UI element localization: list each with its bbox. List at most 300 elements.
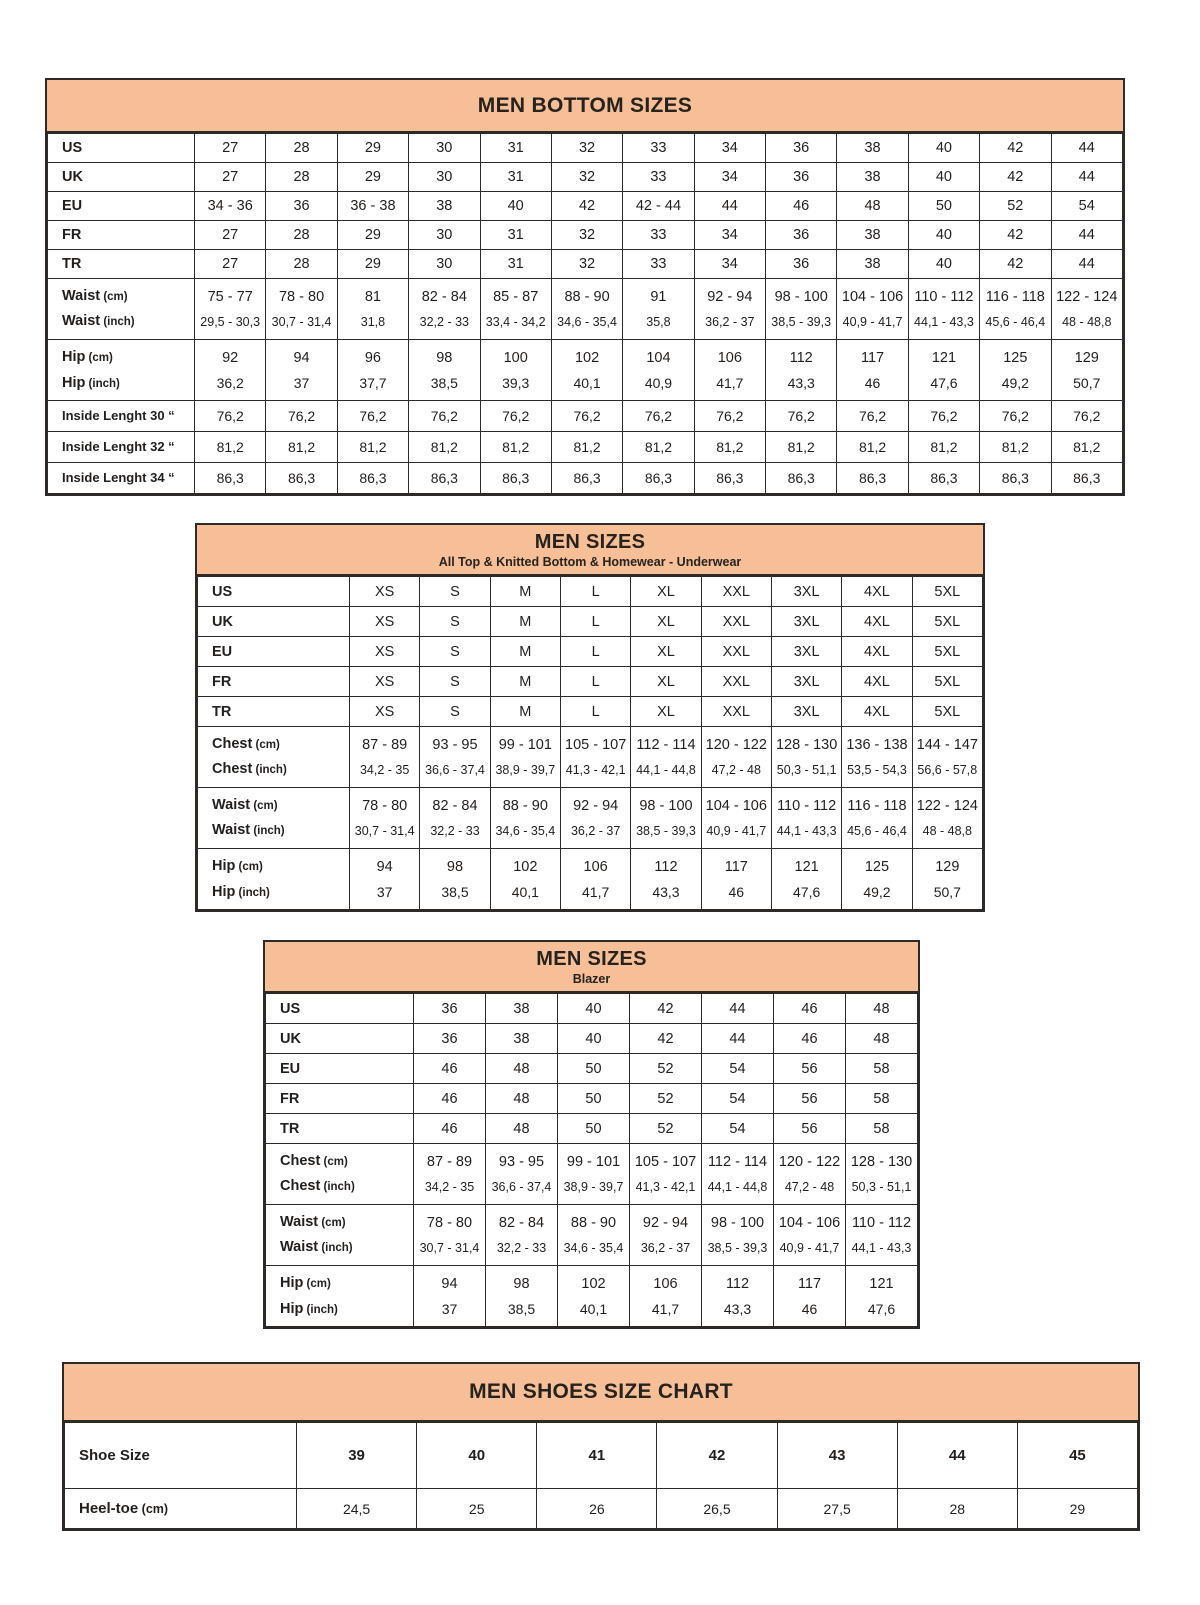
table-cell: 76,2: [266, 401, 337, 432]
table-cell: 76,2: [766, 401, 837, 432]
men-bottom-sizes-row-fr: [48, 221, 1123, 250]
men-bottom-sizes-row-inside-lenght-30: [48, 401, 1123, 432]
table-cell: 44: [702, 994, 774, 1024]
table-cell: 38: [486, 1024, 558, 1054]
table-cell: 54: [702, 1084, 774, 1114]
table-cell: 30: [409, 250, 480, 279]
table-cell: XS: [350, 607, 420, 637]
men-sizes-blazer-group-waist: [266, 1205, 918, 1266]
men-bottom-sizes-row-tr: [48, 250, 1123, 279]
table-cell: 78 - 80 30,7 - 31,4: [266, 279, 337, 340]
table-cell: 5XL: [912, 637, 982, 667]
table-header: [64, 1364, 1138, 1422]
table-cell: 41: [537, 1423, 657, 1489]
table-cell: 112 - 114 44,1 - 44,8: [702, 1144, 774, 1205]
table-cell: 30: [409, 134, 480, 163]
table-cell: 38: [837, 163, 908, 192]
table-cell: 40: [417, 1423, 537, 1489]
table-cell: 31: [480, 250, 551, 279]
table-subtitle: Blazer: [572, 971, 611, 986]
table-cell: 94 37: [350, 849, 420, 910]
table-cell: 32: [551, 163, 622, 192]
table-cell: 76,2: [908, 401, 979, 432]
men-bottom-sizes-row-us: [48, 134, 1123, 163]
table-cell: 48: [486, 1114, 558, 1144]
table-cell: 25: [417, 1489, 537, 1529]
table-cell: 92 - 94 36,2 - 37: [694, 279, 765, 340]
table-cell: 81,2: [694, 432, 765, 463]
table-cell: 58: [846, 1114, 918, 1144]
table-cell: 42: [630, 1024, 702, 1054]
men-sizes-blazer-group-hip: [266, 1266, 918, 1327]
table-cell: 3XL: [771, 607, 841, 637]
row-label: TR: [48, 250, 195, 279]
table-cell: 29: [337, 134, 408, 163]
row-label: Waist (cm) Waist (inch): [48, 279, 195, 340]
table-cell: 81,2: [551, 432, 622, 463]
table-cell: 120 - 122 47,2 - 48: [701, 727, 771, 788]
table-cell: 86,3: [551, 463, 622, 494]
men-sizes-blazer-table: [263, 940, 920, 1329]
table-cell: 76,2: [337, 401, 408, 432]
table-cell: 81,2: [480, 432, 551, 463]
table-cell: 125 49,2: [842, 849, 912, 910]
table-cell: 86,3: [623, 463, 694, 494]
table-cell: 102 40,1: [490, 849, 560, 910]
table-cell: L: [560, 667, 630, 697]
table-cell: 86,3: [908, 463, 979, 494]
table-cell: 43: [777, 1423, 897, 1489]
men-bottom-sizes-row-inside-lenght-34: [48, 463, 1123, 494]
table-cell: 112 43,3: [766, 340, 837, 401]
row-label: EU: [198, 637, 350, 667]
table-cell: 44: [694, 192, 765, 221]
table-cell: S: [420, 607, 490, 637]
table-cell: 82 - 84 32,2 - 33: [409, 279, 480, 340]
table-cell: 27: [195, 221, 266, 250]
table-cell: XXL: [701, 577, 771, 607]
table-cell: 46: [414, 1054, 486, 1084]
table-cell: 28: [266, 221, 337, 250]
table-header: [47, 80, 1123, 133]
table-cell: 32: [551, 250, 622, 279]
table-cell: 40: [908, 250, 979, 279]
table-title: MEN SIZES: [536, 947, 647, 970]
table-cell: 45: [1017, 1423, 1137, 1489]
men-shoes-size-chart-row-shoe-size: [65, 1423, 1138, 1489]
table-cell: M: [490, 637, 560, 667]
table-cell: 50: [558, 1054, 630, 1084]
men-bottom-sizes-table: [45, 78, 1125, 496]
row-label: TR: [198, 697, 350, 727]
table-cell: XL: [631, 577, 701, 607]
table-cell: 125 49,2: [980, 340, 1051, 401]
table-cell: 86,3: [337, 463, 408, 494]
table-cell: 86,3: [694, 463, 765, 494]
row-label: EU: [48, 192, 195, 221]
table-cell: 52: [630, 1114, 702, 1144]
table-cell: 44: [1051, 134, 1123, 163]
table-cell: 93 - 95 36,6 - 37,4: [486, 1144, 558, 1205]
table-cell: 81 31,8: [337, 279, 408, 340]
table-cell: 98 38,5: [420, 849, 490, 910]
table-cell: M: [490, 607, 560, 637]
table-cell: 3XL: [771, 667, 841, 697]
table-cell: 102 40,1: [551, 340, 622, 401]
table-cell: 26: [537, 1489, 657, 1529]
men-sizes-tops-row-fr: [198, 667, 983, 697]
table-cell: 36: [266, 192, 337, 221]
table-cell: 92 36,2: [195, 340, 266, 401]
table-cell: 112 43,3: [631, 849, 701, 910]
table-cell: 4XL: [842, 667, 912, 697]
table-cell: 33: [623, 163, 694, 192]
table-cell: 81,2: [980, 432, 1051, 463]
men-bottom-sizes-row-eu: [48, 192, 1123, 221]
table-cell: XL: [631, 697, 701, 727]
table-cell: 76,2: [409, 401, 480, 432]
table-cell: 40: [558, 994, 630, 1024]
table-cell: 86,3: [480, 463, 551, 494]
table-cell: 30: [409, 221, 480, 250]
table-cell: 36: [766, 221, 837, 250]
row-label: UK: [48, 163, 195, 192]
table-cell: 42 - 44: [623, 192, 694, 221]
table-cell: 96 37,7: [337, 340, 408, 401]
table-cell: 50: [558, 1084, 630, 1114]
table-cell: XL: [631, 607, 701, 637]
table-cell: 40: [558, 1024, 630, 1054]
table-cell: 106 41,7: [694, 340, 765, 401]
table-cell: 98 - 100 38,5 - 39,3: [702, 1205, 774, 1266]
table-cell: 44: [1051, 163, 1123, 192]
row-label: Inside Lenght 30 “: [48, 401, 195, 432]
table-cell: 86,3: [766, 463, 837, 494]
men-sizes-tops-grid: [197, 576, 983, 910]
table-cell: 76,2: [623, 401, 694, 432]
table-cell: 102 40,1: [558, 1266, 630, 1327]
table-cell: 56: [774, 1114, 846, 1144]
table-cell: 29: [337, 250, 408, 279]
table-cell: 86,3: [409, 463, 480, 494]
table-cell: 30: [409, 163, 480, 192]
table-cell: 58: [846, 1084, 918, 1114]
table-cell: 144 - 147 56,6 - 57,8: [912, 727, 982, 788]
table-cell: 128 - 130 50,3 - 51,1: [771, 727, 841, 788]
table-cell: S: [420, 667, 490, 697]
table-cell: 116 - 118 45,6 - 46,4: [980, 279, 1051, 340]
men-bottom-sizes-group-waist: [48, 279, 1123, 340]
table-cell: 78 - 80 30,7 - 31,4: [350, 788, 420, 849]
table-cell: 117 46: [701, 849, 771, 910]
table-cell: 81,2: [623, 432, 694, 463]
table-cell: 5XL: [912, 667, 982, 697]
table-cell: 88 - 90 34,6 - 35,4: [558, 1205, 630, 1266]
men-shoes-size-chart-row-heel-toe: [65, 1489, 1138, 1529]
table-cell: 54: [702, 1054, 774, 1084]
table-cell: M: [490, 697, 560, 727]
table-cell: 40: [908, 221, 979, 250]
table-cell: 34: [694, 221, 765, 250]
table-cell: 81,2: [1051, 432, 1123, 463]
table-cell: 110 - 112 44,1 - 43,3: [846, 1205, 918, 1266]
table-cell: 31: [480, 163, 551, 192]
table-cell: 104 40,9: [623, 340, 694, 401]
men-bottom-sizes-row-uk: [48, 163, 1123, 192]
men-sizes-tops-row-us: [198, 577, 983, 607]
table-cell: 122 - 124 48 - 48,8: [1051, 279, 1123, 340]
table-cell: 24,5: [297, 1489, 417, 1529]
table-cell: 76,2: [694, 401, 765, 432]
table-cell: 100 39,3: [480, 340, 551, 401]
table-cell: 48: [846, 994, 918, 1024]
table-cell: 92 - 94 36,2 - 37: [630, 1205, 702, 1266]
table-cell: 86,3: [980, 463, 1051, 494]
men-sizes-blazer-group-chest: [266, 1144, 918, 1205]
table-cell: 36 - 38: [337, 192, 408, 221]
table-cell: S: [420, 697, 490, 727]
men-sizes-tops-group-hip: [198, 849, 983, 910]
row-label: US: [198, 577, 350, 607]
row-label: Shoe Size: [65, 1423, 297, 1489]
table-cell: 105 - 107 41,3 - 42,1: [560, 727, 630, 788]
table-cell: 42: [980, 250, 1051, 279]
table-cell: 122 - 124 48 - 48,8: [912, 788, 982, 849]
table-cell: 87 - 89 34,2 - 35: [414, 1144, 486, 1205]
men-sizes-blazer-row-eu: [266, 1054, 918, 1084]
table-grid-holder: [47, 133, 1123, 494]
table-cell: 34: [694, 250, 765, 279]
table-cell: 48: [486, 1054, 558, 1084]
table-cell: 105 - 107 41,3 - 42,1: [630, 1144, 702, 1205]
men-sizes-tops-row-tr: [198, 697, 983, 727]
men-sizes-tops-group-chest: [198, 727, 983, 788]
table-cell: 28: [897, 1489, 1017, 1529]
table-cell: 87 - 89 34,2 - 35: [350, 727, 420, 788]
table-cell: 78 - 80 30,7 - 31,4: [414, 1205, 486, 1266]
table-cell: XL: [631, 667, 701, 697]
row-label: EU: [266, 1054, 414, 1084]
row-label: UK: [198, 607, 350, 637]
table-cell: 50: [558, 1114, 630, 1144]
table-cell: 27: [195, 163, 266, 192]
table-cell: 81,2: [837, 432, 908, 463]
row-label: Chest (cm) Chest (inch): [266, 1144, 414, 1205]
row-label: Inside Lenght 32 “: [48, 432, 195, 463]
table-cell: 40: [480, 192, 551, 221]
table-cell: 44: [1051, 250, 1123, 279]
row-label: Inside Lenght 34 “: [48, 463, 195, 494]
row-label: Hip (cm) Hip (inch): [266, 1266, 414, 1327]
men-shoes-size-chart-table: [62, 1362, 1140, 1531]
table-cell: S: [420, 577, 490, 607]
table-cell: 29: [1017, 1489, 1137, 1529]
men-sizes-tops-row-eu: [198, 637, 983, 667]
table-cell: 75 - 77 29,5 - 30,3: [195, 279, 266, 340]
table-cell: L: [560, 607, 630, 637]
table-cell: XS: [350, 697, 420, 727]
row-label: TR: [266, 1114, 414, 1144]
table-cell: 86,3: [1051, 463, 1123, 494]
table-cell: 81,2: [266, 432, 337, 463]
table-title: MEN SHOES SIZE CHART: [469, 1380, 733, 1403]
table-cell: 54: [702, 1114, 774, 1144]
table-cell: 42: [980, 163, 1051, 192]
table-cell: XS: [350, 667, 420, 697]
table-cell: 106 41,7: [630, 1266, 702, 1327]
table-cell: 76,2: [551, 401, 622, 432]
table-cell: 44: [897, 1423, 1017, 1489]
table-cell: 117 46: [837, 340, 908, 401]
men-bottom-sizes-grid: [47, 133, 1123, 494]
table-cell: 31: [480, 221, 551, 250]
table-cell: 26,5: [657, 1489, 777, 1529]
men-sizes-blazer-row-tr: [266, 1114, 918, 1144]
table-cell: 110 - 112 44,1 - 43,3: [771, 788, 841, 849]
table-cell: 31: [480, 134, 551, 163]
table-cell: 52: [630, 1084, 702, 1114]
table-cell: 94 37: [414, 1266, 486, 1327]
table-cell: 4XL: [842, 697, 912, 727]
table-cell: 3XL: [771, 697, 841, 727]
table-cell: 4XL: [842, 577, 912, 607]
table-cell: 27,5: [777, 1489, 897, 1529]
table-cell: 38: [486, 994, 558, 1024]
table-cell: 36: [414, 994, 486, 1024]
table-grid-holder: [64, 1422, 1138, 1529]
table-cell: 88 - 90 34,6 - 35,4: [551, 279, 622, 340]
table-cell: 121 47,6: [908, 340, 979, 401]
table-cell: 76,2: [195, 401, 266, 432]
table-cell: 42: [657, 1423, 777, 1489]
table-header: [197, 525, 983, 576]
table-cell: 129 50,7: [912, 849, 982, 910]
table-cell: 82 - 84 32,2 - 33: [486, 1205, 558, 1266]
table-cell: 33: [623, 134, 694, 163]
men-sizes-tops-row-uk: [198, 607, 983, 637]
table-cell: 86,3: [837, 463, 908, 494]
table-cell: 28: [266, 250, 337, 279]
table-cell: 82 - 84 32,2 - 33: [420, 788, 490, 849]
table-cell: 116 - 118 45,6 - 46,4: [842, 788, 912, 849]
table-cell: 58: [846, 1054, 918, 1084]
table-cell: 106 41,7: [560, 849, 630, 910]
table-cell: 85 - 87 33,4 - 34,2: [480, 279, 551, 340]
table-cell: XXL: [701, 667, 771, 697]
table-cell: 42: [980, 134, 1051, 163]
table-cell: 48: [837, 192, 908, 221]
table-cell: 121 47,6: [771, 849, 841, 910]
table-cell: 3XL: [771, 577, 841, 607]
table-cell: 76,2: [980, 401, 1051, 432]
table-cell: 128 - 130 50,3 - 51,1: [846, 1144, 918, 1205]
table-cell: 117 46: [774, 1266, 846, 1327]
table-cell: 104 - 106 40,9 - 41,7: [774, 1205, 846, 1266]
table-cell: 112 - 114 44,1 - 44,8: [631, 727, 701, 788]
row-label: Hip (cm) Hip (inch): [48, 340, 195, 401]
table-cell: L: [560, 697, 630, 727]
table-cell: 48: [846, 1024, 918, 1054]
table-cell: XXL: [701, 697, 771, 727]
table-cell: 81,2: [195, 432, 266, 463]
row-label: Chest (cm) Chest (inch): [198, 727, 350, 788]
table-cell: 104 - 106 40,9 - 41,7: [837, 279, 908, 340]
table-cell: 5XL: [912, 697, 982, 727]
table-cell: 99 - 101 38,9 - 39,7: [490, 727, 560, 788]
table-cell: 86,3: [195, 463, 266, 494]
table-cell: XXL: [701, 637, 771, 667]
table-cell: 29: [337, 221, 408, 250]
men-sizes-blazer-grid: [265, 993, 918, 1327]
table-cell: 27: [195, 134, 266, 163]
men-bottom-sizes-group-hip: [48, 340, 1123, 401]
table-cell: 32: [551, 134, 622, 163]
table-cell: 104 - 106 40,9 - 41,7: [701, 788, 771, 849]
table-cell: 5XL: [912, 577, 982, 607]
row-label: FR: [198, 667, 350, 697]
table-cell: 56: [774, 1084, 846, 1114]
table-cell: 27: [195, 250, 266, 279]
table-subtitle: All Top & Knitted Bottom & Homewear - Underwear: [438, 554, 742, 569]
table-cell: XS: [350, 637, 420, 667]
table-cell: 86,3: [266, 463, 337, 494]
table-cell: 129 50,7: [1051, 340, 1123, 401]
table-cell: 76,2: [1051, 401, 1123, 432]
row-label: FR: [266, 1084, 414, 1114]
row-label: UK: [266, 1024, 414, 1054]
table-cell: L: [560, 577, 630, 607]
table-cell: 32: [551, 221, 622, 250]
table-cell: M: [490, 577, 560, 607]
table-cell: S: [420, 637, 490, 667]
row-label: Waist (cm) Waist (inch): [266, 1205, 414, 1266]
table-cell: 42: [980, 221, 1051, 250]
row-label: Waist (cm) Waist (inch): [198, 788, 350, 849]
table-header: [265, 942, 918, 993]
table-cell: 46: [766, 192, 837, 221]
table-cell: 42: [630, 994, 702, 1024]
table-cell: 81,2: [908, 432, 979, 463]
table-cell: 54: [1051, 192, 1123, 221]
table-cell: 93 - 95 36,6 - 37,4: [420, 727, 490, 788]
row-label: US: [266, 994, 414, 1024]
table-cell: 120 - 122 47,2 - 48: [774, 1144, 846, 1205]
table-cell: XS: [350, 577, 420, 607]
table-cell: 36: [766, 250, 837, 279]
table-cell: 46: [414, 1084, 486, 1114]
table-cell: 110 - 112 44,1 - 43,3: [908, 279, 979, 340]
table-cell: 38: [837, 250, 908, 279]
table-cell: 98 38,5: [486, 1266, 558, 1327]
table-cell: 5XL: [912, 607, 982, 637]
table-cell: 36: [766, 134, 837, 163]
table-cell: 56: [774, 1054, 846, 1084]
table-cell: 33: [623, 250, 694, 279]
men-shoes-size-chart-grid: [64, 1422, 1138, 1529]
table-cell: 28: [266, 134, 337, 163]
table-cell: 28: [266, 163, 337, 192]
table-cell: XXL: [701, 607, 771, 637]
table-cell: 46: [774, 1024, 846, 1054]
row-label: FR: [48, 221, 195, 250]
men-bottom-sizes-row-inside-lenght-32: [48, 432, 1123, 463]
men-sizes-blazer-row-fr: [266, 1084, 918, 1114]
table-cell: 88 - 90 34,6 - 35,4: [490, 788, 560, 849]
row-label: Hip (cm) Hip (inch): [198, 849, 350, 910]
table-cell: 36: [414, 1024, 486, 1054]
table-cell: 76,2: [480, 401, 551, 432]
table-cell: 46: [774, 994, 846, 1024]
